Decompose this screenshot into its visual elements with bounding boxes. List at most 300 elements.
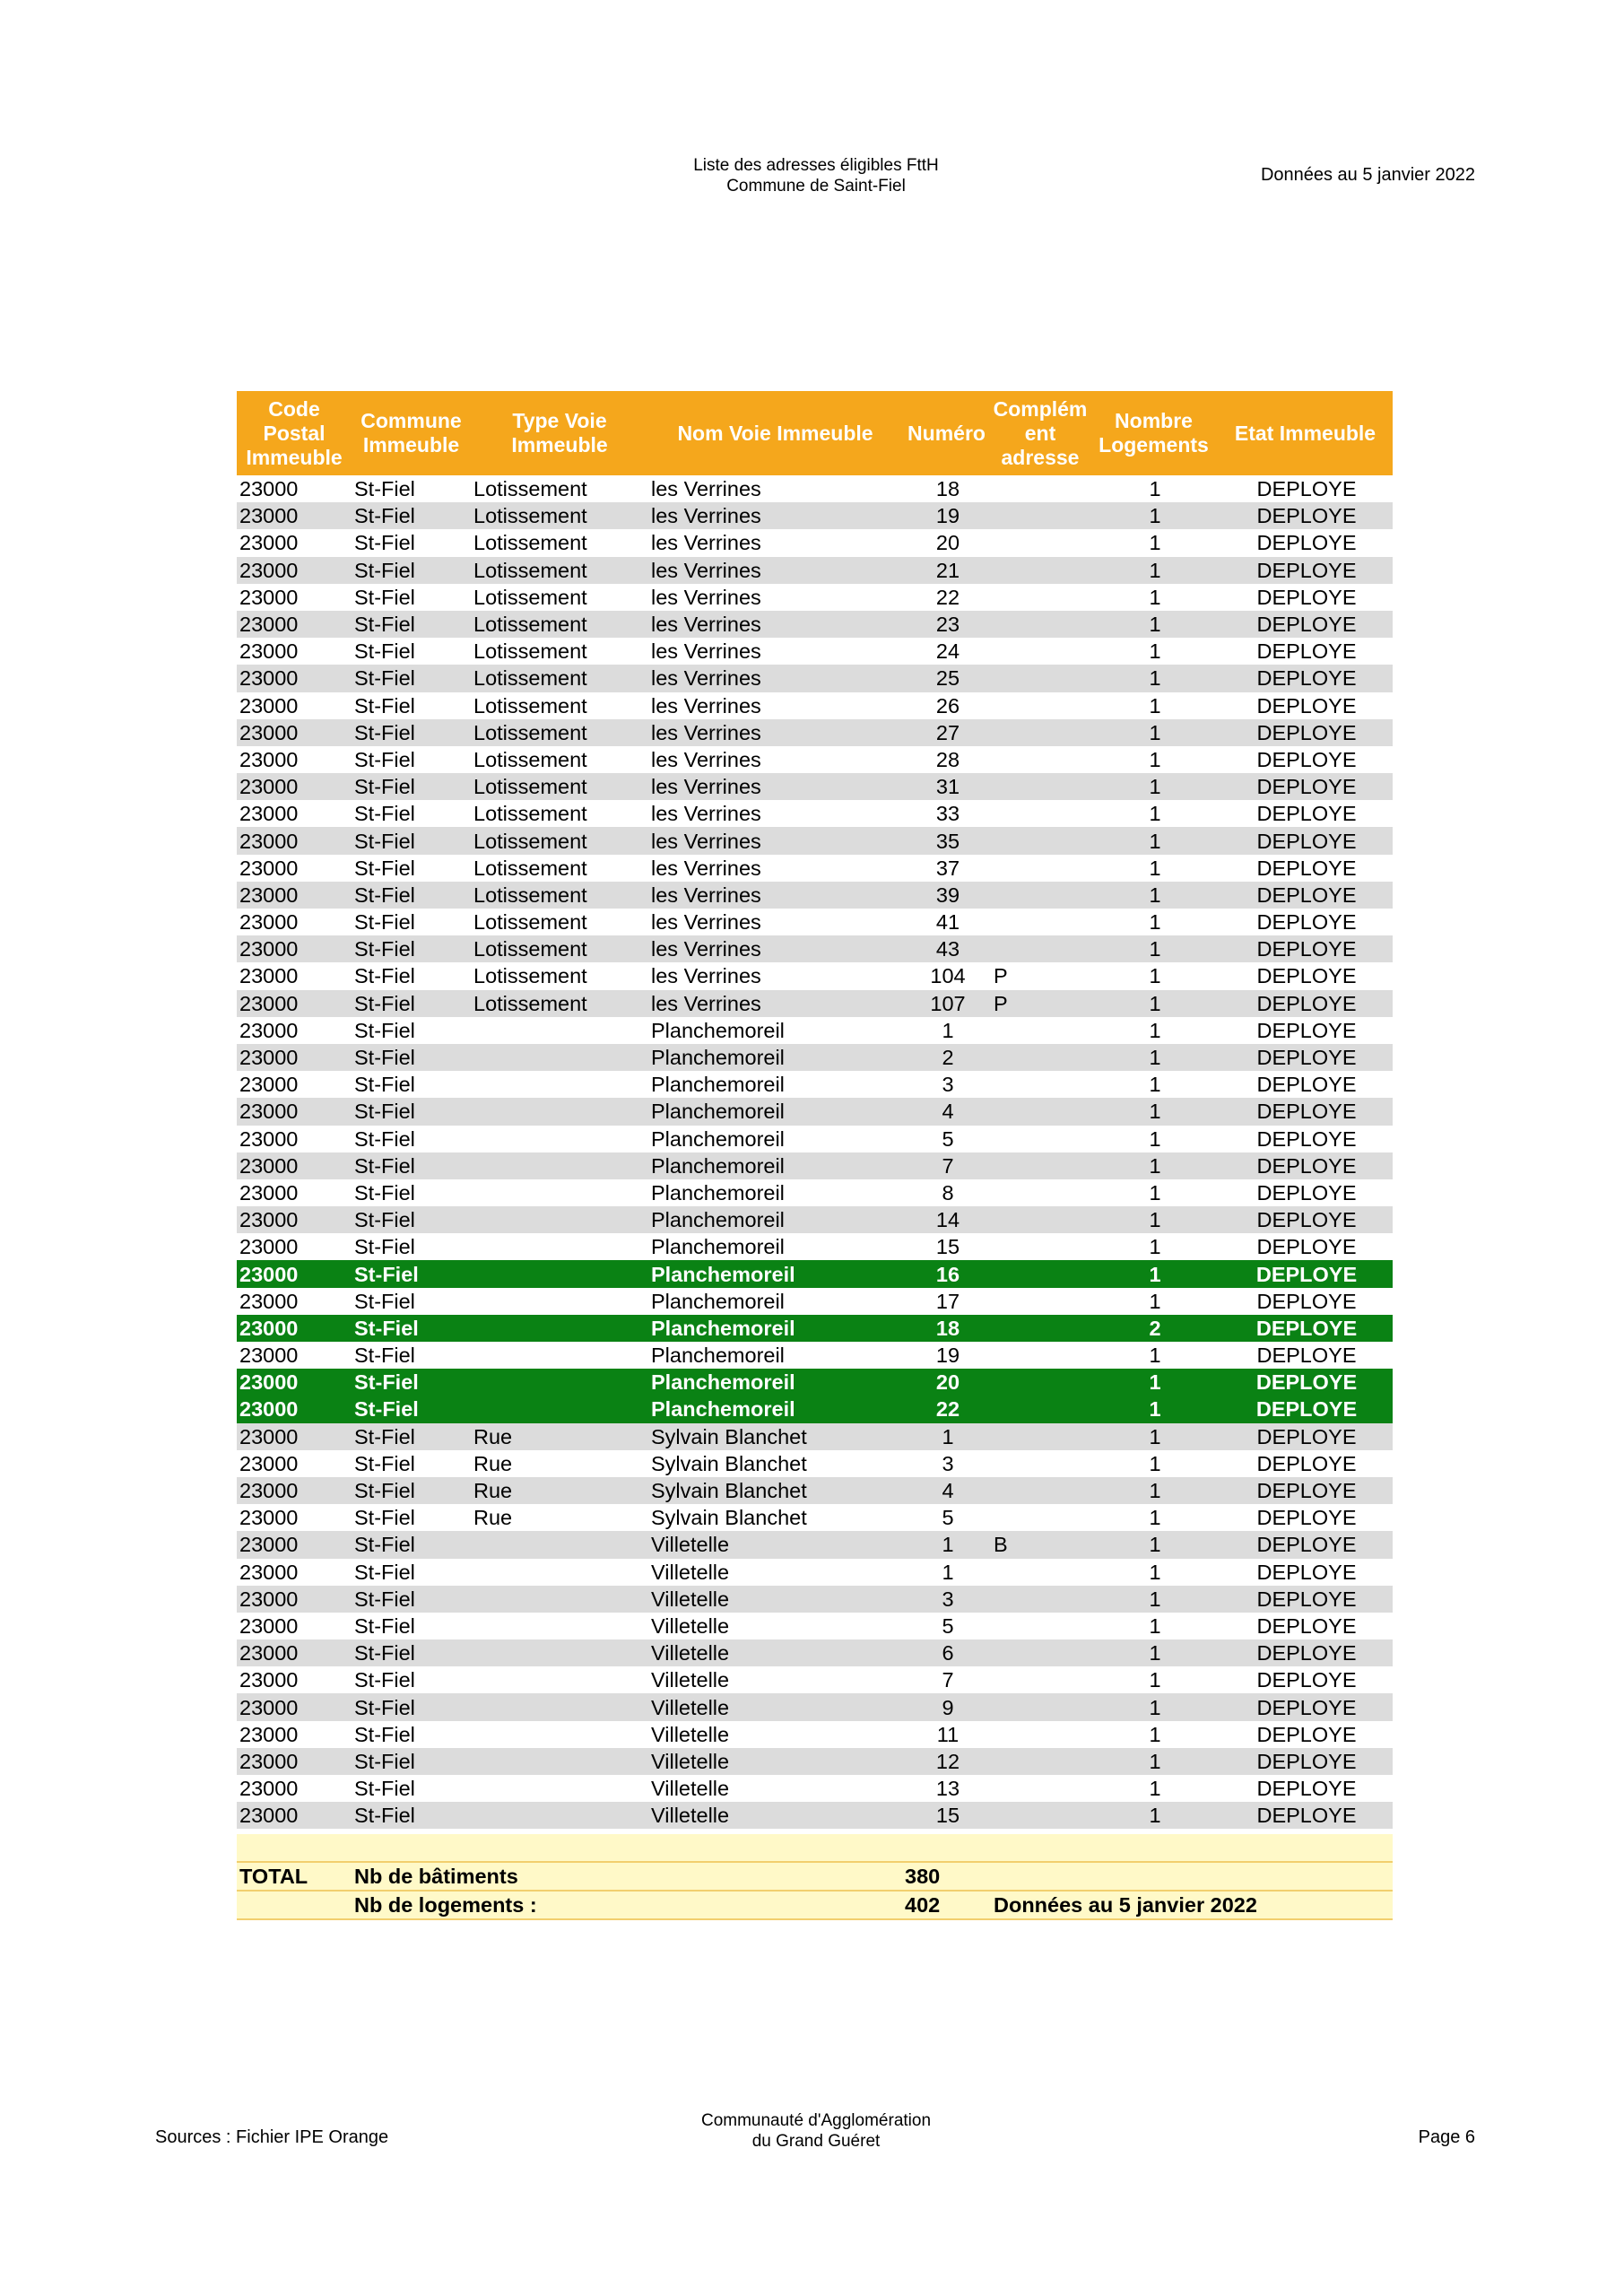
table-row bbox=[237, 746, 1393, 773]
cell-nom-voie: les Verrines bbox=[648, 827, 902, 854]
table-row bbox=[237, 990, 1393, 1017]
cell-commune: St-Fiel bbox=[352, 1342, 471, 1369]
cell-etat: DEPLOYE bbox=[1218, 1450, 1393, 1477]
cell-commune: St-Fiel bbox=[352, 1315, 471, 1342]
cell-numero: 14 bbox=[902, 1206, 991, 1233]
cell-commune: St-Fiel bbox=[352, 1179, 471, 1206]
cell-numero: 18 bbox=[902, 475, 991, 502]
table-row bbox=[237, 1450, 1393, 1477]
cell-numero: 1 bbox=[902, 1423, 991, 1450]
cell-nom-voie: Planchemoreil bbox=[648, 1260, 902, 1287]
cell-nom-voie: Villetelle bbox=[648, 1586, 902, 1613]
logements-label: Nb de logements : bbox=[352, 1891, 902, 1919]
cell-commune: St-Fiel bbox=[352, 855, 471, 882]
cell-complement bbox=[991, 1369, 1090, 1396]
table-row bbox=[237, 1423, 1393, 1450]
cell-nom-voie: Planchemoreil bbox=[648, 1071, 902, 1098]
cell-complement bbox=[991, 746, 1090, 773]
col-header-code-postal: Code Postal Immeuble bbox=[237, 391, 352, 475]
cell-commune: St-Fiel bbox=[352, 909, 471, 935]
cell-nom-voie: Planchemoreil bbox=[648, 1044, 902, 1071]
cell-numero: 104 bbox=[902, 962, 991, 989]
cell-complement bbox=[991, 475, 1090, 502]
cell-complement bbox=[991, 1126, 1090, 1152]
cell-etat: DEPLOYE bbox=[1218, 773, 1393, 800]
cell-code-postal: 23000 bbox=[237, 1721, 352, 1748]
cell-code-postal: 23000 bbox=[237, 1017, 352, 1044]
cell-code-postal: 23000 bbox=[237, 719, 352, 746]
cell-code-postal: 23000 bbox=[237, 529, 352, 556]
cell-nombre-logements: 1 bbox=[1090, 1342, 1218, 1369]
cell-nom-voie: Planchemoreil bbox=[648, 1288, 902, 1315]
cell-code-postal: 23000 bbox=[237, 746, 352, 773]
cell-numero: 4 bbox=[902, 1477, 991, 1504]
cell-nom-voie: les Verrines bbox=[648, 800, 902, 827]
cell-complement bbox=[991, 1721, 1090, 1748]
cell-code-postal: 23000 bbox=[237, 773, 352, 800]
cell-etat: DEPLOYE bbox=[1218, 990, 1393, 1017]
cell-nombre-logements: 1 bbox=[1090, 1423, 1218, 1450]
cell-code-postal: 23000 bbox=[237, 502, 352, 529]
cell-code-postal: 23000 bbox=[237, 800, 352, 827]
cell-nom-voie: Villetelle bbox=[648, 1666, 902, 1693]
cell-code-postal: 23000 bbox=[237, 1802, 352, 1829]
cell-code-postal: 23000 bbox=[237, 475, 352, 502]
cell-code-postal: 23000 bbox=[237, 692, 352, 719]
footer-page-number: Page 6 bbox=[1418, 2127, 1475, 2147]
cell-commune: St-Fiel bbox=[352, 882, 471, 909]
cell-etat: DEPLOYE bbox=[1218, 1396, 1393, 1422]
cell-code-postal: 23000 bbox=[237, 1450, 352, 1477]
cell-etat: DEPLOYE bbox=[1218, 1423, 1393, 1450]
cell-numero: 23 bbox=[902, 611, 991, 638]
cell-numero: 35 bbox=[902, 827, 991, 854]
cell-numero: 7 bbox=[902, 1152, 991, 1179]
cell-complement bbox=[991, 1613, 1090, 1639]
cell-nombre-logements: 1 bbox=[1090, 1233, 1218, 1260]
cell-code-postal: 23000 bbox=[237, 1044, 352, 1071]
cell-nombre-logements: 1 bbox=[1090, 1450, 1218, 1477]
cell-numero: 21 bbox=[902, 557, 991, 584]
cell-complement bbox=[991, 909, 1090, 935]
cell-type-voie bbox=[471, 1721, 648, 1748]
table-row bbox=[237, 557, 1393, 584]
table-row bbox=[237, 882, 1393, 909]
cell-type-voie: Lotissement bbox=[471, 719, 648, 746]
col-header-nombre-logements: Nombre Logements bbox=[1090, 391, 1218, 475]
cell-etat: DEPLOYE bbox=[1218, 1288, 1393, 1315]
table-row bbox=[237, 1693, 1393, 1720]
cell-type-voie: Lotissement bbox=[471, 692, 648, 719]
cell-complement bbox=[991, 1639, 1090, 1666]
cell-nom-voie: Villetelle bbox=[648, 1775, 902, 1802]
cell-commune: St-Fiel bbox=[352, 1423, 471, 1450]
cell-nombre-logements: 1 bbox=[1090, 1396, 1218, 1422]
table-row bbox=[237, 855, 1393, 882]
cell-nom-voie: les Verrines bbox=[648, 611, 902, 638]
cell-complement bbox=[991, 882, 1090, 909]
cell-commune: St-Fiel bbox=[352, 529, 471, 556]
table-row bbox=[237, 1666, 1393, 1693]
cell-etat: DEPLOYE bbox=[1218, 719, 1393, 746]
cell-complement bbox=[991, 1666, 1090, 1693]
cell-nombre-logements: 1 bbox=[1090, 557, 1218, 584]
cell-nombre-logements: 1 bbox=[1090, 475, 1218, 502]
cell-nom-voie: les Verrines bbox=[648, 746, 902, 773]
cell-nom-voie: les Verrines bbox=[648, 909, 902, 935]
cell-type-voie: Lotissement bbox=[471, 638, 648, 665]
cell-nombre-logements: 1 bbox=[1090, 800, 1218, 827]
cell-numero: 24 bbox=[902, 638, 991, 665]
cell-etat: DEPLOYE bbox=[1218, 1666, 1393, 1693]
cell-type-voie: Lotissement bbox=[471, 665, 648, 691]
table-row bbox=[237, 1396, 1393, 1422]
cell-numero: 1 bbox=[902, 1017, 991, 1044]
cell-type-voie: Lotissement bbox=[471, 529, 648, 556]
cell-type-voie bbox=[471, 1017, 648, 1044]
cell-nombre-logements: 1 bbox=[1090, 1531, 1218, 1558]
cell-complement bbox=[991, 1423, 1090, 1450]
cell-nom-voie: les Verrines bbox=[648, 855, 902, 882]
cell-nombre-logements: 1 bbox=[1090, 1613, 1218, 1639]
cell-complement bbox=[991, 1504, 1090, 1531]
cell-type-voie bbox=[471, 1775, 648, 1802]
cell-numero: 17 bbox=[902, 1288, 991, 1315]
cell-nom-voie: Planchemoreil bbox=[648, 1315, 902, 1342]
cell-complement bbox=[991, 1152, 1090, 1179]
cell-type-voie bbox=[471, 1666, 648, 1693]
cell-nombre-logements: 1 bbox=[1090, 1748, 1218, 1775]
cell-commune: St-Fiel bbox=[352, 1559, 471, 1586]
cell-nom-voie: Villetelle bbox=[648, 1613, 902, 1639]
cell-commune: St-Fiel bbox=[352, 692, 471, 719]
cell-numero: 11 bbox=[902, 1721, 991, 1748]
cell-nom-voie: les Verrines bbox=[648, 692, 902, 719]
cell-complement bbox=[991, 1802, 1090, 1829]
table-row bbox=[237, 1477, 1393, 1504]
cell-nom-voie: Villetelle bbox=[648, 1559, 902, 1586]
cell-commune: St-Fiel bbox=[352, 800, 471, 827]
cell-nombre-logements: 1 bbox=[1090, 962, 1218, 989]
cell-type-voie bbox=[471, 1559, 648, 1586]
cell-complement bbox=[991, 1044, 1090, 1071]
cell-type-voie bbox=[471, 1693, 648, 1720]
table-row bbox=[237, 1152, 1393, 1179]
cell-commune: St-Fiel bbox=[352, 746, 471, 773]
table-row bbox=[237, 665, 1393, 691]
cell-numero: 2 bbox=[902, 1044, 991, 1071]
cell-nom-voie: Villetelle bbox=[648, 1531, 902, 1558]
table-row bbox=[237, 1315, 1393, 1342]
cell-nombre-logements: 1 bbox=[1090, 1639, 1218, 1666]
cell-code-postal: 23000 bbox=[237, 1423, 352, 1450]
cell-etat: DEPLOYE bbox=[1218, 1721, 1393, 1748]
cell-numero: 18 bbox=[902, 1315, 991, 1342]
table-row bbox=[237, 1126, 1393, 1152]
batiments-value: 380 bbox=[902, 1862, 991, 1891]
cell-type-voie bbox=[471, 1802, 648, 1829]
cell-etat: DEPLOYE bbox=[1218, 1260, 1393, 1287]
cell-commune: St-Fiel bbox=[352, 1260, 471, 1287]
cell-commune: St-Fiel bbox=[352, 1288, 471, 1315]
cell-numero: 31 bbox=[902, 773, 991, 800]
table-row bbox=[237, 800, 1393, 827]
totals-block bbox=[237, 1834, 1393, 1920]
cell-complement bbox=[991, 557, 1090, 584]
cell-numero: 19 bbox=[902, 502, 991, 529]
cell-complement bbox=[991, 1071, 1090, 1098]
table-row bbox=[237, 1017, 1393, 1044]
cell-code-postal: 23000 bbox=[237, 935, 352, 962]
cell-type-voie bbox=[471, 1396, 648, 1422]
cell-etat: DEPLOYE bbox=[1218, 1613, 1393, 1639]
footer-org-line-1: Communauté d'Agglomération bbox=[700, 2111, 932, 2130]
cell-complement bbox=[991, 1693, 1090, 1720]
table-row bbox=[237, 1613, 1393, 1639]
document-title bbox=[610, 155, 1022, 196]
cell-etat: DEPLOYE bbox=[1218, 1044, 1393, 1071]
cell-commune: St-Fiel bbox=[352, 584, 471, 611]
cell-nombre-logements: 1 bbox=[1090, 1152, 1218, 1179]
cell-commune: St-Fiel bbox=[352, 665, 471, 691]
cell-numero: 8 bbox=[902, 1179, 991, 1206]
batiments-label: Nb de bâtiments bbox=[352, 1862, 902, 1891]
logements-value: 402 bbox=[902, 1891, 991, 1919]
table-row bbox=[237, 909, 1393, 935]
cell-complement bbox=[991, 1315, 1090, 1342]
cell-commune: St-Fiel bbox=[352, 962, 471, 989]
cell-complement bbox=[991, 529, 1090, 556]
cell-nom-voie: les Verrines bbox=[648, 529, 902, 556]
cell-nom-voie: Sylvain Blanchet bbox=[648, 1423, 902, 1450]
cell-code-postal: 23000 bbox=[237, 557, 352, 584]
cell-nom-voie: Villetelle bbox=[648, 1721, 902, 1748]
cell-type-voie bbox=[471, 1044, 648, 1071]
cell-etat: DEPLOYE bbox=[1218, 502, 1393, 529]
totals-row-logements bbox=[237, 1891, 1393, 1919]
cell-numero: 27 bbox=[902, 719, 991, 746]
table-row bbox=[237, 1179, 1393, 1206]
cell-type-voie bbox=[471, 1260, 648, 1287]
cell-code-postal: 23000 bbox=[237, 1586, 352, 1613]
cell-nom-voie: Planchemoreil bbox=[648, 1396, 902, 1422]
cell-code-postal: 23000 bbox=[237, 1559, 352, 1586]
table-row bbox=[237, 584, 1393, 611]
cell-numero: 41 bbox=[902, 909, 991, 935]
cell-commune: St-Fiel bbox=[352, 1369, 471, 1396]
cell-numero: 107 bbox=[902, 990, 991, 1017]
cell-nom-voie: Sylvain Blanchet bbox=[648, 1477, 902, 1504]
cell-code-postal: 23000 bbox=[237, 1152, 352, 1179]
cell-complement bbox=[991, 1450, 1090, 1477]
cell-code-postal: 23000 bbox=[237, 1315, 352, 1342]
cell-type-voie bbox=[471, 1369, 648, 1396]
cell-nom-voie: les Verrines bbox=[648, 935, 902, 962]
cell-nom-voie: Planchemoreil bbox=[648, 1126, 902, 1152]
cell-numero: 5 bbox=[902, 1613, 991, 1639]
cell-code-postal: 23000 bbox=[237, 1369, 352, 1396]
cell-nombre-logements: 1 bbox=[1090, 1179, 1218, 1206]
cell-nom-voie: les Verrines bbox=[648, 719, 902, 746]
cell-etat: DEPLOYE bbox=[1218, 1748, 1393, 1775]
col-header-numero: Numéro bbox=[902, 391, 991, 475]
cell-type-voie bbox=[471, 1233, 648, 1260]
cell-etat: DEPLOYE bbox=[1218, 1152, 1393, 1179]
table-row bbox=[237, 1098, 1393, 1125]
cell-complement bbox=[991, 665, 1090, 691]
cell-etat: DEPLOYE bbox=[1218, 1775, 1393, 1802]
cell-nombre-logements: 1 bbox=[1090, 1586, 1218, 1613]
cell-complement bbox=[991, 1586, 1090, 1613]
cell-etat: DEPLOYE bbox=[1218, 746, 1393, 773]
cell-complement: P bbox=[991, 990, 1090, 1017]
cell-code-postal: 23000 bbox=[237, 855, 352, 882]
cell-nombre-logements: 1 bbox=[1090, 584, 1218, 611]
cell-nombre-logements: 1 bbox=[1090, 1071, 1218, 1098]
cell-complement bbox=[991, 1477, 1090, 1504]
cell-nom-voie: Planchemoreil bbox=[648, 1179, 902, 1206]
cell-type-voie: Lotissement bbox=[471, 827, 648, 854]
cell-commune: St-Fiel bbox=[352, 827, 471, 854]
cell-code-postal: 23000 bbox=[237, 909, 352, 935]
cell-etat: DEPLOYE bbox=[1218, 1477, 1393, 1504]
cell-type-voie bbox=[471, 1098, 648, 1125]
cell-etat: DEPLOYE bbox=[1218, 1315, 1393, 1342]
cell-etat: DEPLOYE bbox=[1218, 1531, 1393, 1558]
cell-etat: DEPLOYE bbox=[1218, 855, 1393, 882]
cell-etat: DEPLOYE bbox=[1218, 692, 1393, 719]
cell-numero: 3 bbox=[902, 1450, 991, 1477]
cell-code-postal: 23000 bbox=[237, 1342, 352, 1369]
cell-commune: St-Fiel bbox=[352, 1126, 471, 1152]
cell-nom-voie: les Verrines bbox=[648, 773, 902, 800]
cell-nombre-logements: 1 bbox=[1090, 746, 1218, 773]
footer-sources: Sources : Fichier IPE Orange bbox=[155, 2127, 389, 2147]
table-row bbox=[237, 827, 1393, 854]
cell-nombre-logements: 1 bbox=[1090, 1693, 1218, 1720]
cell-complement bbox=[991, 1748, 1090, 1775]
cell-complement bbox=[991, 935, 1090, 962]
col-header-etat: Etat Immeuble bbox=[1218, 391, 1393, 475]
cell-nom-voie: les Verrines bbox=[648, 962, 902, 989]
cell-type-voie bbox=[471, 1179, 648, 1206]
cell-nom-voie: Sylvain Blanchet bbox=[648, 1504, 902, 1531]
cell-commune: St-Fiel bbox=[352, 1098, 471, 1125]
cell-complement bbox=[991, 1179, 1090, 1206]
cell-nombre-logements: 1 bbox=[1090, 935, 1218, 962]
cell-etat: DEPLOYE bbox=[1218, 1369, 1393, 1396]
cell-etat: DEPLOYE bbox=[1218, 529, 1393, 556]
cell-type-voie: Lotissement bbox=[471, 773, 648, 800]
cell-type-voie bbox=[471, 1315, 648, 1342]
cell-code-postal: 23000 bbox=[237, 1666, 352, 1693]
cell-nom-voie: les Verrines bbox=[648, 475, 902, 502]
cell-commune: St-Fiel bbox=[352, 1775, 471, 1802]
cell-complement bbox=[991, 1233, 1090, 1260]
cell-nom-voie: Planchemoreil bbox=[648, 1342, 902, 1369]
cell-type-voie bbox=[471, 1586, 648, 1613]
table-row bbox=[237, 1531, 1393, 1558]
cell-complement bbox=[991, 1260, 1090, 1287]
cell-code-postal: 23000 bbox=[237, 1639, 352, 1666]
table-row bbox=[237, 1260, 1393, 1287]
cell-etat: DEPLOYE bbox=[1218, 475, 1393, 502]
cell-nom-voie: Planchemoreil bbox=[648, 1233, 902, 1260]
cell-code-postal: 23000 bbox=[237, 665, 352, 691]
cell-numero: 43 bbox=[902, 935, 991, 962]
cell-code-postal: 23000 bbox=[237, 1233, 352, 1260]
cell-nom-voie: les Verrines bbox=[648, 638, 902, 665]
cell-commune: St-Fiel bbox=[352, 1233, 471, 1260]
cell-commune: St-Fiel bbox=[352, 935, 471, 962]
cell-nom-voie: Planchemoreil bbox=[648, 1206, 902, 1233]
cell-nombre-logements: 1 bbox=[1090, 692, 1218, 719]
table-row bbox=[237, 529, 1393, 556]
cell-nom-voie: les Verrines bbox=[648, 882, 902, 909]
cell-commune: St-Fiel bbox=[352, 1802, 471, 1829]
cell-numero: 22 bbox=[902, 1396, 991, 1422]
cell-etat: DEPLOYE bbox=[1218, 827, 1393, 854]
cell-etat: DEPLOYE bbox=[1218, 1233, 1393, 1260]
cell-nombre-logements: 1 bbox=[1090, 1666, 1218, 1693]
cell-numero: 28 bbox=[902, 746, 991, 773]
cell-etat: DEPLOYE bbox=[1218, 1098, 1393, 1125]
table-row bbox=[237, 611, 1393, 638]
cell-complement bbox=[991, 1017, 1090, 1044]
cell-numero: 22 bbox=[902, 584, 991, 611]
cell-code-postal: 23000 bbox=[237, 882, 352, 909]
table-row bbox=[237, 638, 1393, 665]
cell-commune: St-Fiel bbox=[352, 1586, 471, 1613]
cell-numero: 26 bbox=[902, 692, 991, 719]
table-row bbox=[237, 1748, 1393, 1775]
table-row bbox=[237, 1802, 1393, 1829]
cell-commune: St-Fiel bbox=[352, 502, 471, 529]
cell-commune: St-Fiel bbox=[352, 1071, 471, 1098]
cell-complement bbox=[991, 584, 1090, 611]
cell-etat: DEPLOYE bbox=[1218, 1342, 1393, 1369]
cell-numero: 19 bbox=[902, 1342, 991, 1369]
table-row bbox=[237, 719, 1393, 746]
cell-complement bbox=[991, 1342, 1090, 1369]
cell-complement bbox=[991, 855, 1090, 882]
cell-complement bbox=[991, 1775, 1090, 1802]
cell-commune: St-Fiel bbox=[352, 1693, 471, 1720]
table-row bbox=[237, 1233, 1393, 1260]
cell-complement bbox=[991, 638, 1090, 665]
cell-nombre-logements: 1 bbox=[1090, 1775, 1218, 1802]
footer-org-line-2: du Grand Guéret bbox=[751, 2132, 881, 2151]
cell-etat: DEPLOYE bbox=[1218, 935, 1393, 962]
cell-etat: DEPLOYE bbox=[1218, 638, 1393, 665]
cell-numero: 3 bbox=[902, 1586, 991, 1613]
cell-type-voie bbox=[471, 1126, 648, 1152]
cell-nombre-logements: 1 bbox=[1090, 1559, 1218, 1586]
col-header-complement: Complém ent adresse bbox=[991, 391, 1090, 475]
cell-commune: St-Fiel bbox=[352, 990, 471, 1017]
cell-etat: DEPLOYE bbox=[1218, 1206, 1393, 1233]
title-line-2: Commune de Saint-Fiel bbox=[726, 177, 906, 196]
table-row bbox=[237, 475, 1393, 502]
table-row bbox=[237, 1369, 1393, 1396]
cell-type-voie: Lotissement bbox=[471, 882, 648, 909]
cell-nombre-logements: 1 bbox=[1090, 1721, 1218, 1748]
cell-code-postal: 23000 bbox=[237, 611, 352, 638]
table-row bbox=[237, 1288, 1393, 1315]
cell-commune: St-Fiel bbox=[352, 1666, 471, 1693]
cell-code-postal: 23000 bbox=[237, 962, 352, 989]
cell-commune: St-Fiel bbox=[352, 1450, 471, 1477]
